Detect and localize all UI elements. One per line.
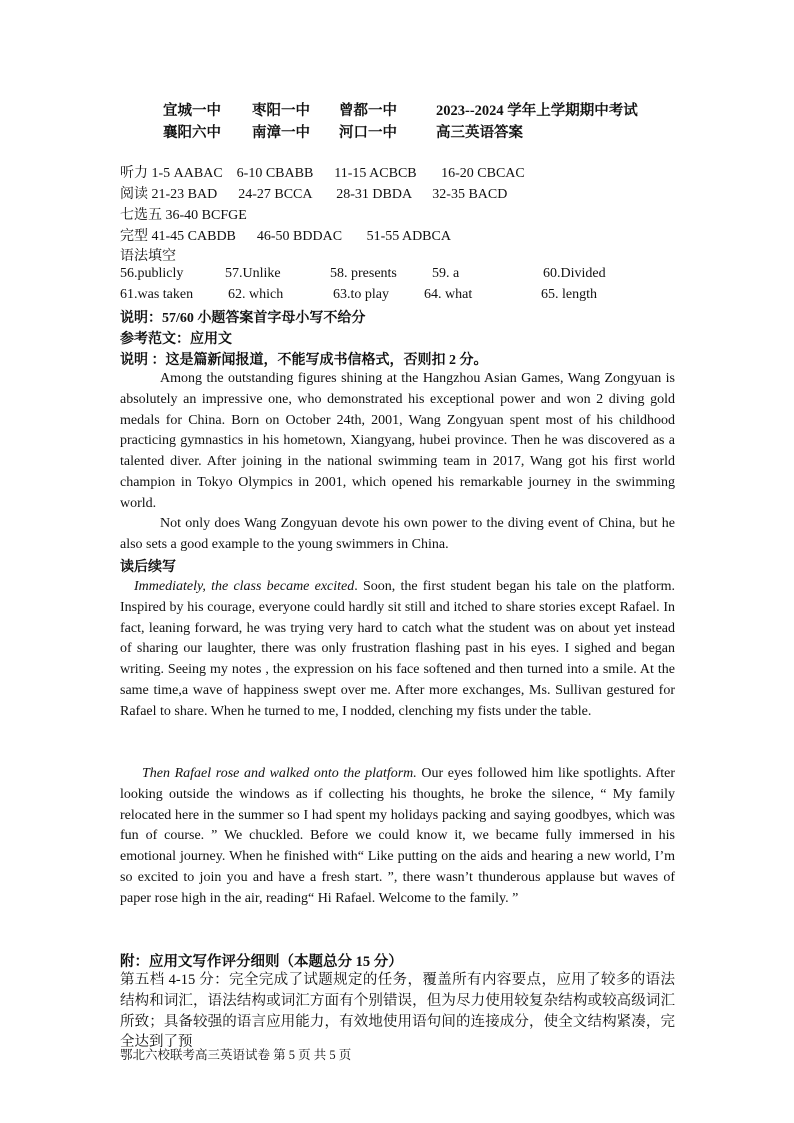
exam-title: 2023--2024 学年上学期期中考试 — [436, 103, 638, 119]
grammar-title: 语法填空 — [120, 249, 176, 264]
grammar-answer: 56.publicly — [120, 266, 184, 281]
appendix-title: 附：应用文写作评分细则（本题总分 15 分） — [120, 954, 403, 970]
grammar-answer: 64. what — [424, 287, 473, 302]
note-format: 说明 ：这是篇新闻报道，不能写成书信格式，否则扣 2 分。 — [120, 353, 488, 368]
exam-subtitle: 高三英语答案 — [436, 125, 523, 141]
page-footer: 鄂北六校联考高三英语试卷 第 5 页 共 5 页 — [120, 1048, 352, 1062]
grammar-answer: 60.Divided — [543, 266, 606, 281]
school-name: 曾都一中 — [339, 103, 397, 119]
continuation-title: 读后续写 — [120, 560, 176, 575]
continuation-lead-sentence: Then Rafael rose and walked onto the platform. — [142, 766, 417, 781]
grammar-answer: 62. which — [228, 287, 284, 302]
grammar-answer: 61.was taken — [120, 287, 194, 302]
essay-paragraph: Among the outstanding figures shining at the Hangzhou Asian Games, Wang Zongyuan is absolutely an impressive one, who demonstrated his exceptional power and won 2 diving gold medals for China. Born on October 24th, 2001, Wang Zongyuan spent most of his childhood practicing gymnastics in his hometown, Xiangyang, hubei province. Then he was discovered as a talented diver. After joining in the national swimming team in 2017, Wang got his first world champion in Tokyo Olympics in 2001, which opened his remarkable journey in the swimming world. — [120, 371, 675, 511]
school-name: 河口一中 — [339, 125, 397, 141]
continuation-paragraph — [120, 764, 675, 910]
school-name: 枣阳一中 — [252, 103, 310, 119]
school-name: 南漳一中 — [252, 125, 310, 141]
cloze-answers: 完型 41-45 CABDB 46-50 BDDAC 51-55 ADBCA — [120, 229, 451, 244]
continuation-paragraph — [120, 577, 675, 723]
school-name: 襄阳六中 — [163, 125, 221, 141]
reading-answers: 阅读 21-23 BAD 24-27 BCCA 28-31 DBDA 32-35 BACD — [120, 187, 508, 202]
note-lowercase: 说明：57/60 小题答案首字母小写不给分 — [120, 311, 366, 326]
grammar-answer: 65. length — [541, 287, 597, 302]
listening-answers: 听力 1-5 AABAC 6-10 CBABB 11-15 ACBCB 16-20 CBCAC — [120, 166, 525, 181]
grammar-answer: 59. a — [432, 266, 460, 281]
continuation-text: Our eyes followed him like spotlights. After looking outside the windows as if collecting his thoughts, he broke the silence, “ My family relocated here in the summer so I had spent my holidays packing and saying goodbyes, which was fun of course. ” We chuckled. Before we could know it, we became fully immersed in his emotional journey. When he finished with“ Like putting on the aids and hearing a new world, I’m so excited to join you and have a fresh start. ”, there wasn’t thunderous applause but waves of paper rose high in the air, reading“ Hi Rafael. Welcome to the family. ” — [120, 766, 675, 906]
school-name: 宜城一中 — [163, 103, 221, 119]
continuation-text: . Soon, the first student began his tale on the platform. Inspired by his courage, everyone could hardly sit still and itched to share stories except Rafael. In fact, leaning forward, he was trying very hard to catch what the student was on about yet instead of sharing our laughter, there was only frustration flashing past in his eyes. I sighed and began writing. Seeing my notes , the expression on his face softened and then turned into a smile. At the same time,a wave of happiness swept over me. After more exchanges, Ms. Sullivan gestured for Rafael to share. When he turned to me, I nodded, clenching my fists under the table. — [120, 579, 675, 719]
grammar-answer: 63.to play — [333, 287, 389, 302]
essay-paragraph: Not only does Wang Zongyuan devote his own power to the diving event of China, but he also sets a good example to the young swimmers in China. — [120, 516, 675, 552]
appendix-text: 第五档 4-15 分：完全完成了试题规定的任务，覆盖所有内容要点，应用了较多的语法结构和词汇，语法结构或词汇方面有个别错误，但为尽力使用较复杂结构或较高级词汇所致；具备较强的语言应用能力，有效地使用语句间的连接成分，使全文结构紧凑，完全达到了预 — [120, 972, 675, 1051]
seven-five-answers: 七选五 36-40 BCFGE — [120, 208, 247, 223]
grammar-answer: 57.Unlike — [225, 266, 281, 281]
continuation-lead-sentence: Immediately, the class became excited — [134, 579, 355, 594]
sample-title: 参考范文：应用文 — [120, 332, 232, 347]
grammar-answer: 58. presents — [330, 266, 397, 281]
